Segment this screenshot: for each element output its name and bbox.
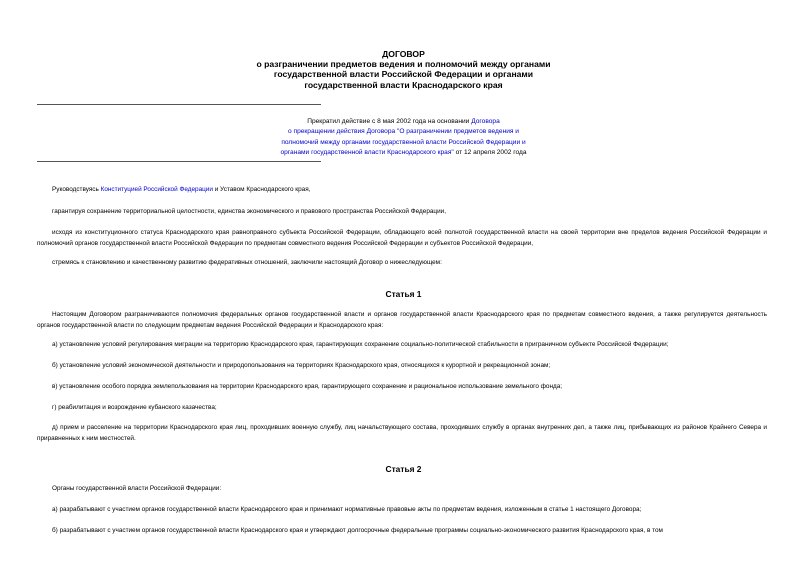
article-1-intro: Настоящим Договором разграничиваются полномочия федеральных органов государственной власти и органов государственной власти Краснодарского края по предметам совместного ведения, а также регулируется деятельность органов государственной власти по следующим предметам ведения Российской Федерации и Краснодарского края:	[37, 311, 767, 329]
document-title	[0, 49, 807, 90]
note-line-1	[0, 117, 807, 127]
agreement-link-cont-2[interactable]: полномочий между органами государственной власти Российской Федерации и	[281, 138, 526, 146]
preamble-paragraph-2: гарантируя сохранение территориальной целостности, единства экономического и правового пространства Российской Федерации,	[52, 208, 447, 215]
agreement-link-cont-3[interactable]: органами государственной власти Краснодарского края"	[280, 148, 454, 156]
preamble-paragraph-1	[37, 185, 767, 196]
article-2-item-b: б) разрабатывают с участием органов государственной власти Краснодарского края и утверждают долгосрочные федеральные программы социально-экономического развития Краснодарского края, в том	[52, 527, 663, 534]
article-1-heading: Статья 1	[385, 289, 422, 299]
note-date-text: от 12 апреля 2002 года	[453, 148, 527, 156]
article-1-item-v: в) установление особого порядка землепользования на территории Краснодарского края, гарантирующего сохранение и рациональное использование земельного фонда;	[52, 383, 563, 390]
article-1-item-b: б) установление условий экономической деятельности и природопользования на территориях Краснодарского края, относящихся к курортной и рекреационной зонам;	[52, 362, 551, 369]
status-note	[0, 117, 807, 158]
article-1-item-a: а) установление условий регулирования миграции на территорию Краснодарского края, гарантирующих сохранение социально-политической стабильности в приграничном субъекте Российской Федерации;	[52, 341, 669, 348]
note-text: Прекратил действие с 8 мая 2002 года на основании	[307, 118, 472, 125]
article-2-intro: Органы государственной власти Российской Федерации:	[52, 485, 222, 492]
title-line-2: о разграничении предметов ведения и полномочий между органами	[256, 59, 551, 70]
title-line-4: государственной власти Краснодарского края	[304, 79, 503, 90]
paragraph-text: и Уставом Краснодарского края,	[212, 186, 311, 193]
article-1-item-g: г) реабилитация и возрождение кубанского казачества;	[52, 404, 217, 411]
preamble-paragraph-3: исходя из конституционного статуса Краснодарского края равноправного субъекта Российской Федерации, обладающего всей полнотой государственной власти на своей территории вне пределов ведения Российской Федерации и полномочий органов государственной власти Российской Федерации по предметам совместного ведения Российской Федерации и субъектов Российской Федерации,	[37, 229, 767, 247]
title-line-3: государственной власти Российской Федерации и органами	[273, 69, 534, 80]
agreement-link-cont-1[interactable]: о прекращении действия Договора "О разграничении предметов ведения и	[288, 128, 519, 136]
note-line-3	[0, 138, 807, 148]
agreement-link[interactable]: Договора	[471, 118, 500, 125]
article-2-item-a: а) разрабатывают с участием органов государственной власти Краснодарского края и принимают нормативные правовые акты по предметам ведения, изложенным в статье 1 настоящего Договора;	[52, 506, 642, 513]
title-line-1: ДОГОВОР	[382, 49, 425, 59]
bottom-divider	[37, 161, 321, 162]
article-1-item-d: д) прием и расселение на территории Краснодарского края лиц, проходивших военную службу, лиц начальствующего состава, проходивших службу в органах внутренних дел, а также лиц, прибывающих из районов Крайнего Севера и приравненных к ним местностей.	[37, 424, 767, 442]
article-2-heading: Статья 2	[385, 464, 422, 474]
paragraph-text: Руководствуясь	[52, 186, 101, 193]
note-line-4	[0, 148, 807, 158]
constitution-link[interactable]: Конституцией Российской Федерации	[100, 186, 213, 193]
preamble-paragraph-4: стремясь к становлению и качественному развитию федеративных отношений, заключили настоящий Договор о нижеследующем:	[52, 259, 442, 266]
note-line-2	[0, 127, 807, 137]
top-divider	[37, 104, 321, 105]
